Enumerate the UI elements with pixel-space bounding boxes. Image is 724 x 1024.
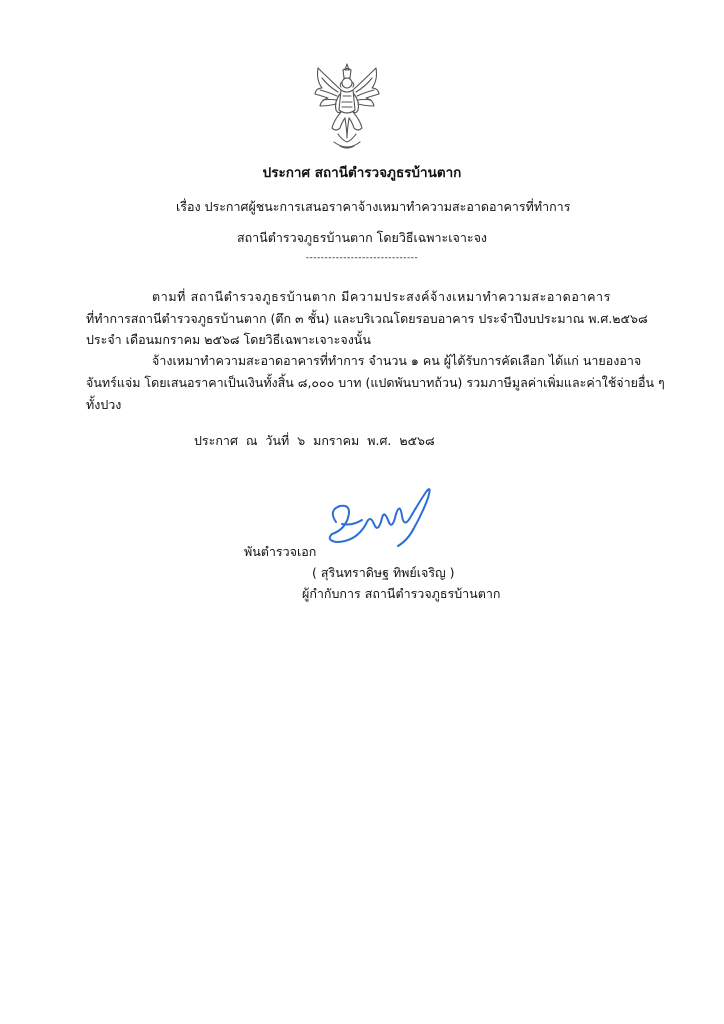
body-line: ประจำ เดือนมกราคม ๒๕๖๘ โดยวิธีเฉพาะเจาะจงนั้น xyxy=(86,332,371,347)
subject-line-1: เรื่อง ประกาศผู้ชนะการเสนอราคาจ้างเหมาทำความสะอาดอาคารที่ทำการ xyxy=(176,199,571,214)
body-line: ที่ทำการสถานีตำรวจภูธรบ้านตาก (ตึก ๓ ชั้น) และบริเวณโดยรอบอาคาร ประจำปีงบประมาณ พ.ศ.๒๕๖๘ xyxy=(86,311,648,326)
body-line: ตามที่ สถานีตำรวจภูธรบ้านตาก มีความประสงค์จ้างเหมาทำความสะอาดอาคาร xyxy=(152,289,611,304)
handwritten-signature xyxy=(322,484,438,550)
signer-rank: พันตำรวจเอก xyxy=(244,544,317,559)
subject-line-2: สถานีตำรวจภูธรบ้านตาก โดยวิธีเฉพาะเจาะจง xyxy=(236,230,488,245)
garuda-emblem-icon xyxy=(312,62,382,154)
announcement-date: ประกาศ ณ วันที่ ๖ มกราคม พ.ศ. ๒๕๖๘ xyxy=(194,433,435,448)
body-line: จันทร์แจ่ม โดยเสนอราคาเป็นเงินทั้งสิ้น ๘,๐๐๐ บาท (แปดพันบาทถ้วน) รวมภาษีมูลค่าเพิ่มและค่าใช้จ่ายอื่น ๆ xyxy=(86,375,665,390)
announcement-title: ประกาศ สถานีตำรวจภูธรบ้านตาก xyxy=(262,165,462,181)
signer-name: ( สุรินทราดิษฐ ทิพย์เจริญ ) xyxy=(312,565,455,580)
divider-line: ------------------------------ xyxy=(305,253,419,263)
body-line: ทั้งปวง xyxy=(86,397,122,412)
body-line: จ้างเหมาทำความสะอาดอาคารที่ทำการ จำนวน ๑ คน ผู้ได้รับการคัดเลือก ได้แก่ นายองอาจ xyxy=(152,353,642,368)
signer-position: ผู้กำกับการ สถานีตำรวจภูธรบ้านตาก xyxy=(302,586,501,601)
